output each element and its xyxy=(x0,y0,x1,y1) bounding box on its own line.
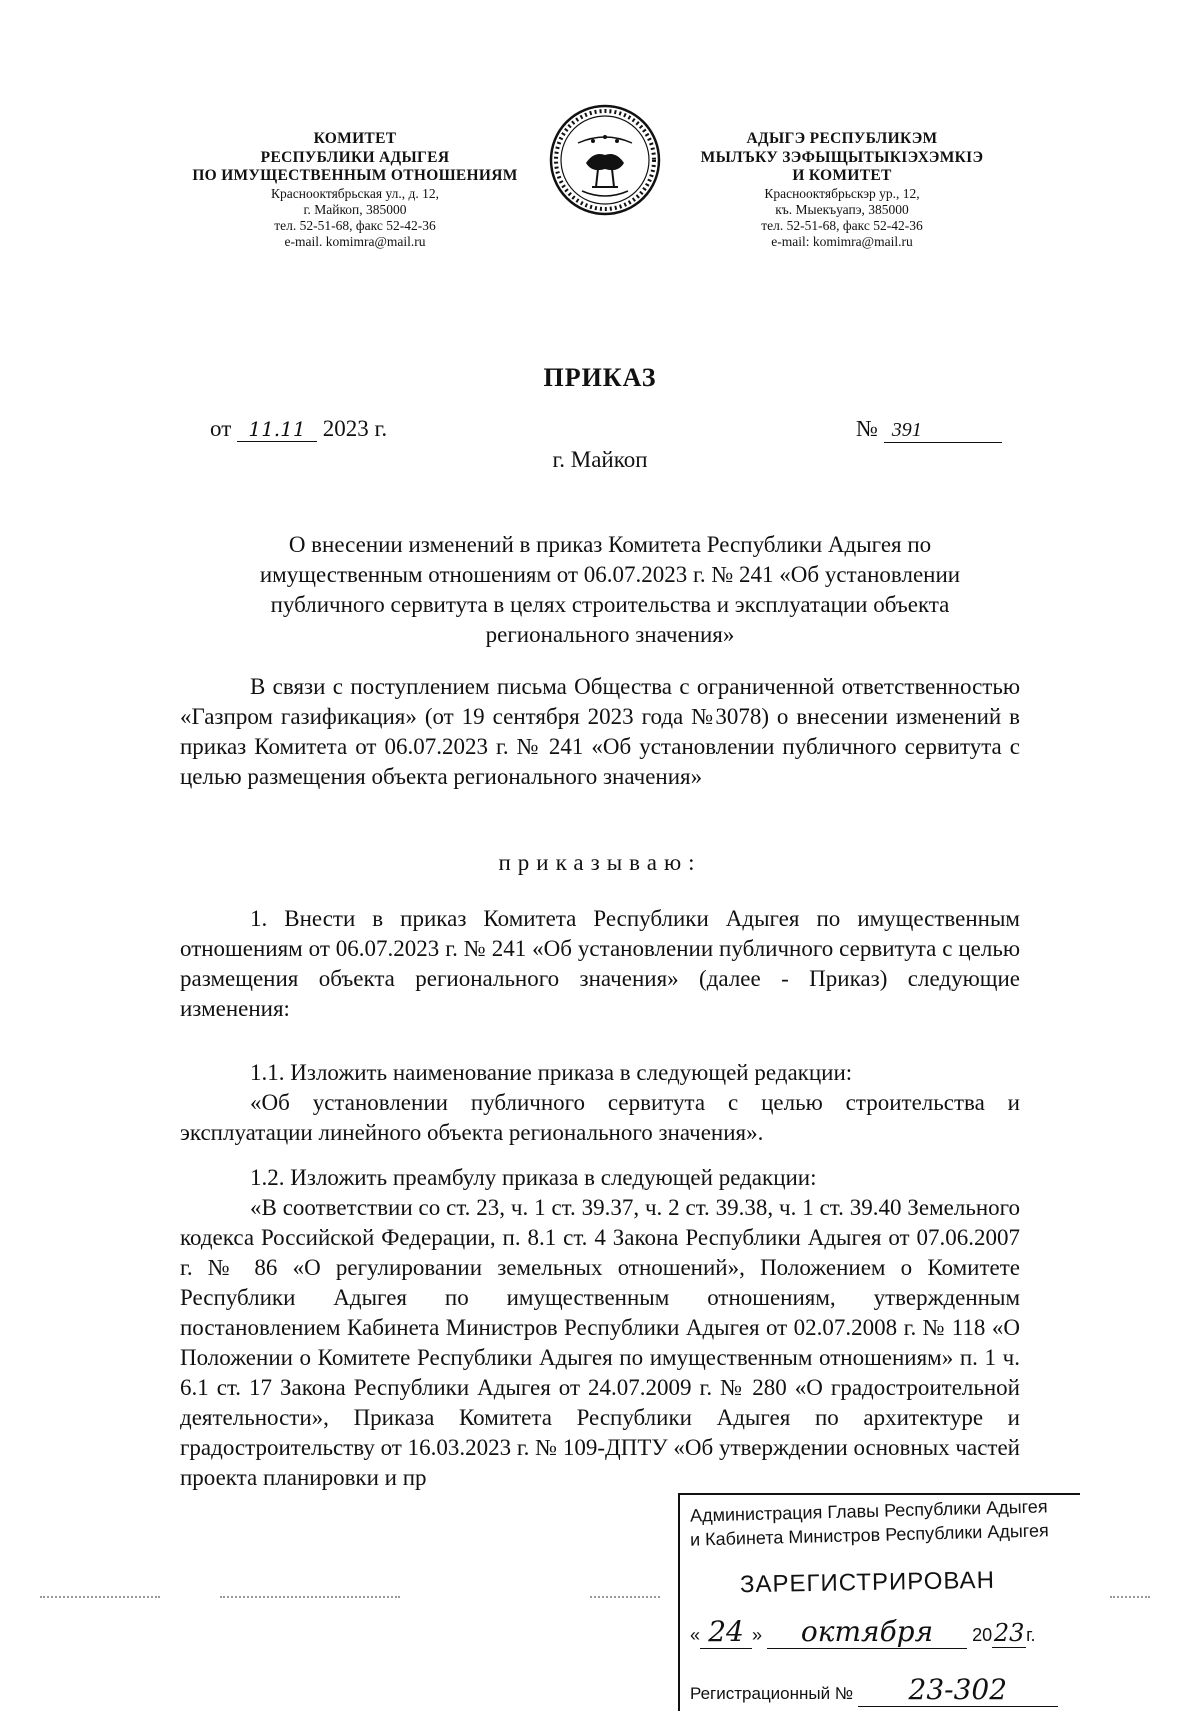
item-1-block xyxy=(180,904,1020,1024)
scan-artifact xyxy=(40,1596,160,1600)
org-email-adyghe: e-mail: komimra@mail.ru xyxy=(771,234,913,250)
header-left xyxy=(170,130,540,251)
order-word: приказываю: xyxy=(498,850,702,875)
org-name-line1: КОМИТЕТ xyxy=(313,130,397,147)
stamp-year: 23 xyxy=(993,1619,1025,1647)
coat-of-arms-emblem xyxy=(548,103,662,217)
scan-artifact xyxy=(220,1596,400,1600)
item-1-1-heading: 1.1. Изложить наименование приказа в следующей редакции: xyxy=(250,1060,853,1085)
scan-artifact xyxy=(1110,1596,1150,1600)
item-1-paragraph: 1. Внести в приказ Комитета Республики Адыгея по имущественным отношениям от 06.07.2023 г. № 241 «Об установлении публичного сервитута с целью размещения объекта регионального значения» (далее - Приказ) следующие изменения: xyxy=(180,906,1020,1021)
org-name-adyghe-line3: И КОМИТЕТ xyxy=(792,167,892,185)
document-title: ПРИКАЗ xyxy=(543,363,657,392)
org-name-line3: ПО ИМУЩЕСТВЕННЫМ ОТНОШЕНИЯМ xyxy=(192,167,518,185)
stamp-day: 24 xyxy=(700,1615,752,1649)
stamp-year-g: г. xyxy=(1026,1625,1036,1645)
stamp-registration-number xyxy=(690,1673,1058,1707)
date-handwritten: 11.11 xyxy=(237,417,317,442)
org-name-adyghe-line2: МЫЛЪКУ ЗЭФЫЩЫТЫКІЭХЭМКІЭ xyxy=(700,148,984,166)
date-prefix: от xyxy=(210,416,232,441)
stamp-registered: ЗАРЕГИСТРИРОВАН xyxy=(739,1566,996,1599)
stamp-year-prefix: 20 xyxy=(972,1625,993,1645)
stamp-authority-line1: Администрация Главы Республики Адыгея xyxy=(689,1496,1048,1526)
preamble-paragraph: В связи с поступлением письма Общества с ограниченной ответственностью «Газпром газификация» (от 19 сентября 2023 года №3078) о внесении изменений в приказ Комитета от 06.07.2023 г. № 241 «Об установлении публичного сервитута с целью размещения объекта регионального значения» xyxy=(180,674,1020,789)
order-city: г. Майкоп xyxy=(552,447,648,472)
stamp-date xyxy=(690,1615,1035,1649)
stamp-open-quote: « xyxy=(690,1625,701,1645)
preamble-block xyxy=(180,672,1020,792)
stamp-close-quote: » xyxy=(752,1625,763,1645)
number-handwritten: 391 xyxy=(884,419,1002,443)
order-date xyxy=(210,416,387,442)
stamp-reg-value: 23-302 xyxy=(858,1673,1058,1707)
item-1-1-block xyxy=(180,1058,1020,1148)
date-suffix: 2023 г. xyxy=(322,416,388,441)
org-city: г. Майкоп, 385000 xyxy=(303,201,407,217)
org-name-adyghe-line1: АДЫГЭ РЕСПУБЛИКЭМ xyxy=(746,130,938,147)
header-right xyxy=(672,130,1012,251)
stamp-authority-line2: и Кабинета Министров Республики Адыгея xyxy=(689,1520,1049,1550)
order-subject: О внесении изменений в приказ Комитета Республики Адыгея по имущественным отношениям от 06.07.2023 г. № 241 «Об установлении публичного сервитута в целях строительства и эксплуатации объекта регионального значения» xyxy=(259,532,961,647)
item-1-2-block xyxy=(180,1163,1020,1490)
org-email: e-mail. komimra@mail.ru xyxy=(284,234,426,250)
stamp-month: октября xyxy=(767,1615,967,1649)
stamp-reg-label: Регистрационный № xyxy=(690,1684,854,1703)
org-address: Краснооктябрьская ул., д. 12, xyxy=(271,185,439,201)
item-1-2-heading: 1.2. Изложить преамбулу приказа в следующей редакции: xyxy=(250,1165,817,1190)
org-name-line2: РЕСПУБЛИКИ АДЫГЕЯ xyxy=(260,148,450,166)
org-address-adyghe: Краснооктябрьскэр ур., 12, xyxy=(764,185,920,201)
org-phone: тел. 52-51-68, факс 52-42-36 xyxy=(274,218,436,234)
scan-artifact xyxy=(590,1596,660,1600)
org-city-adyghe: къ. Мыекъуапэ, 385000 xyxy=(775,201,909,217)
order-number xyxy=(856,416,1002,443)
registration-stamp xyxy=(678,1493,1080,1711)
item-1-1-text: «Об установлении публичного сервитута с целью строительства и эксплуатации линейного объекта регионального значения». xyxy=(180,1090,1020,1145)
item-1-2-text: «В соответствии со ст. 23, ч. 1 ст. 39.37, ч. 2 ст. 39.38, ч. 1 ст. 39.40 Земельного кодекса Российской Федерации, п. 8.1 ст. 4 Закона Республики Адыгея от 07.06.2007 г. № 86 «О регулировании земельных отношений», Положением о Комитете Республики Адыгея по имущественным отношениям, утвержденным постановлением Кабинета Министров Республики Адыгея от 02.07.2008 г. № 118 «О Положении о Комитете Республики Адыгея по имущественным отношениям» п. 1 ч. 6.1 ст. 17 Закона Республики Адыгея от 24.07.2009 г. № 280 «О градостроительной деятельности», Приказа Комитета Республики Адыгея по архитектуре и градостроительству от 16.03.2023 г. № 109-ДПТУ «Об утверждении основных частей проекта планировки и пр xyxy=(180,1195,1020,1490)
number-prefix: № xyxy=(856,416,878,441)
org-phone-adyghe: тел. 52-51-68, факс 52-42-36 xyxy=(761,218,923,234)
